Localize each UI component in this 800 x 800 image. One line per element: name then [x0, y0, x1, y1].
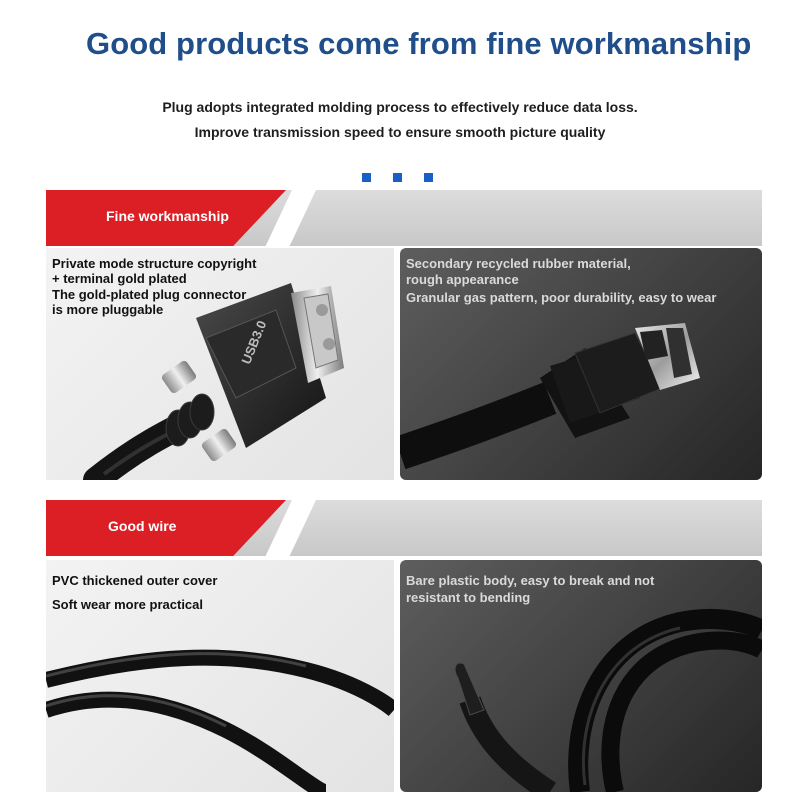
dot-3 [424, 173, 433, 182]
section-banner-good-wire [46, 500, 762, 556]
good-connector-text-4: is more pluggable [52, 302, 164, 317]
section-banner-fine-workmanship [46, 190, 762, 246]
connector-marking: USB3.0 [238, 318, 270, 367]
bad-connector-text-2: rough appearance [406, 272, 519, 287]
subtitle-line-2: Improve transmission speed to ensure smooth picture quality [194, 124, 606, 140]
page-headline: Good products come from fine workmanship [86, 26, 752, 61]
good-connector-text-2: + terminal gold plated [52, 271, 187, 286]
good-wire-text-2: Soft wear more practical [52, 597, 203, 612]
subtitle-line-1: Plug adopts integrated molding process to effectively reduce data loss. [162, 99, 638, 115]
bad-wire-text-2: resistant to bending [406, 590, 531, 605]
dot-2 [393, 173, 402, 182]
bad-wire-text-1: Bare plastic body, easy to break and not [406, 573, 655, 588]
good-wire-panel [46, 560, 394, 792]
banner-label: Fine workmanship [106, 208, 229, 224]
bad-connector-text-1: Secondary recycled rubber material, [406, 256, 631, 271]
good-wire-text-1: PVC thickened outer cover [52, 573, 218, 588]
good-connector-panel [46, 248, 394, 480]
pvc-cable-image [46, 560, 394, 792]
dot-1 [362, 173, 371, 182]
decorative-dots [362, 173, 442, 183]
good-connector-text-1: Private mode structure copyright [52, 256, 257, 271]
bad-connector-text-3: Granular gas pattern, poor durability, easy to wear [406, 290, 717, 305]
good-connector-text-3: The gold-plated plug connector [52, 287, 247, 302]
banner-label: Good wire [108, 518, 177, 534]
bad-wire-panel [400, 560, 762, 792]
bad-connector-panel [400, 248, 762, 480]
